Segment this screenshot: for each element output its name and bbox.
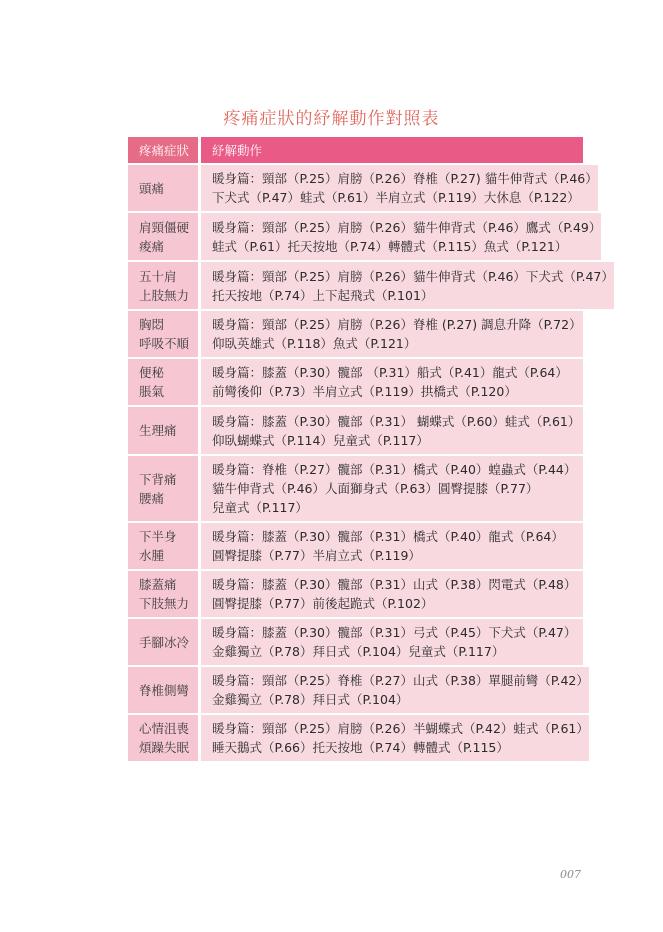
action-text: 前彎後仰（P.73）半肩立式（P.119）拱橋式（P.120） — [212, 384, 517, 399]
symptom-text: 煩躁失眠 — [139, 740, 190, 755]
action-text: 圓臀提膝（P.77）半肩立式（P.119） — [212, 548, 421, 563]
action-text: 蛙式（P.61）托天按地（P.74）轉體式（P.115）魚式（P.121） — [212, 238, 568, 254]
table-row — [128, 619, 583, 665]
table-row — [128, 523, 583, 569]
action-text: 暖身篇：脊椎（P.27）髖部（P.31）橋式（P.40）蝗蟲式（P.44） — [212, 462, 577, 477]
action-text: 圓臀提膝（P.77）前後起跪式（P.102） — [212, 596, 434, 611]
symptom-table — [128, 137, 614, 761]
action-cell — [201, 523, 583, 569]
action-text: 暖身篇：膝蓋（P.30）髖部（P.31）山式（P.38）閃電式（P.48） — [212, 577, 577, 592]
symptom-text: 呼吸不順 — [139, 336, 190, 351]
symptom-cell — [128, 571, 198, 617]
table-row — [128, 213, 602, 260]
table-row — [128, 311, 583, 357]
page-title: 疼痛症狀的紓解動作對照表 — [223, 109, 440, 129]
header-symptom: 疼痛症狀 — [128, 137, 198, 163]
symptom-text: 下背痛 — [139, 471, 177, 487]
symptom-cell — [128, 523, 198, 569]
table-row — [128, 359, 583, 405]
symptom-cell — [128, 619, 198, 665]
action-cell — [201, 619, 583, 665]
symptom-cell — [128, 213, 198, 260]
symptom-cell — [128, 667, 198, 713]
symptom-cell — [128, 407, 198, 454]
action-text: 仰臥蝴蝶式（P.114）兒童式（P.117） — [212, 432, 429, 448]
symptom-cell — [128, 262, 198, 309]
table-row — [128, 571, 583, 617]
action-cell — [201, 456, 583, 521]
symptom-cell — [128, 359, 198, 405]
symptom-text: 胸悶 — [139, 317, 165, 332]
table-row — [128, 407, 583, 454]
action-text: 貓牛伸背式（P.46）人面獅身式（P.63）圓臀提膝（P.77） — [212, 481, 539, 496]
action-cell — [201, 715, 589, 761]
symptom-text: 上肢無力 — [139, 287, 190, 303]
symptom-text: 水腫 — [139, 548, 165, 563]
action-text: 下犬式（P.47）蛙式（P.61）半肩立式（P.119）大休息（P.122） — [212, 190, 580, 205]
table-row — [128, 715, 589, 761]
symptom-text: 膝蓋痛 — [139, 577, 177, 592]
symptom-text: 腰痛 — [139, 490, 165, 506]
action-text: 暖身篇：頸部（P.25）肩膀（P.26）貓牛伸背式（P.46）鷹式（P.49） — [212, 219, 602, 235]
symptom-cell — [128, 311, 198, 357]
header-action: 紓解動作 — [201, 137, 583, 163]
action-text: 暖身篇：頸部（P.25）脊椎（P.27）山式（P.38）單腿前彎（P.42） — [212, 673, 589, 688]
symptom-text: 脊椎側彎 — [139, 682, 190, 698]
symptom-cell — [128, 165, 198, 211]
symptom-text: 下肢無力 — [139, 596, 190, 611]
action-cell — [201, 407, 583, 454]
symptom-cell — [128, 715, 198, 761]
symptom-text: 下半身 — [139, 529, 177, 544]
symptom-text: 心情沮喪 — [139, 721, 190, 736]
action-cell — [201, 213, 601, 260]
action-text: 暖身篇：頸部（P.25）肩膀（P.26）脊椎 (P.27) 調息升降（P.72） — [212, 317, 582, 332]
table-row — [128, 667, 589, 713]
symptom-cell — [128, 456, 198, 521]
action-cell — [201, 165, 598, 211]
action-text: 托天按地（P.74）上下起飛式（P.101） — [212, 287, 434, 303]
symptom-text: 痠痛 — [139, 238, 165, 254]
table-header-row — [128, 137, 583, 163]
symptom-text: 肩頸僵硬 — [139, 219, 190, 235]
action-text: 暖身篇：頸部（P.25）肩膀（P.26）貓牛伸背式（P.46）下犬式（P.47） — [212, 268, 614, 284]
action-cell — [201, 262, 614, 309]
action-text: 暖身篇：膝蓋（P.30）髖部（P.31）橋式（P.40）龍式（P.64） — [212, 529, 564, 544]
symptom-text: 便秘 — [139, 365, 165, 380]
table-row — [128, 165, 598, 211]
symptom-text: 手腳冰冷 — [139, 634, 190, 650]
action-text: 暖身篇：頸部（P.25）肩膀（P.26）半蝴蝶式（P.42）蛙式（P.61） — [212, 721, 589, 736]
action-text: 仰臥英雄式（P.118）魚式（P.121） — [212, 336, 417, 351]
action-cell — [201, 311, 583, 357]
action-cell — [201, 571, 583, 617]
symptom-text: 脹氣 — [139, 384, 165, 399]
page-number: 007 — [560, 868, 581, 881]
action-text: 兒童式（P.117） — [212, 500, 308, 515]
action-text: 暖身篇：膝蓋（P.30）髖部 （P.31）船式（P.41）龍式（P.64） — [212, 365, 568, 380]
table-row — [128, 456, 583, 521]
action-text: 睡天鵝式（P.66）托天按地（P.74）轉體式（P.115） — [212, 740, 509, 755]
action-cell — [201, 359, 583, 405]
table-row — [128, 262, 614, 309]
action-text: 暖身篇：膝蓋（P.30）髖部（P.31） 蝴蝶式（P.60）蛙式（P.61） — [212, 413, 581, 429]
symptom-text: 生理痛 — [139, 423, 177, 438]
symptom-text: 五十肩 — [139, 268, 177, 284]
action-text: 暖身篇：膝蓋（P.30）髖部（P.31）弓式（P.45）下犬式（P.47） — [212, 625, 577, 640]
action-text: 金雞獨立（P.78）拜日式（P.104）兒童式（P.117） — [212, 644, 505, 659]
action-text: 金雞獨立（P.78）拜日式（P.104） — [212, 692, 409, 707]
symptom-text: 頭痛 — [139, 180, 165, 196]
action-text: 暖身篇：頸部（P.25）肩膀（P.26）脊椎（P.27) 貓牛伸背式（P.46） — [212, 171, 598, 186]
action-cell — [201, 667, 589, 713]
